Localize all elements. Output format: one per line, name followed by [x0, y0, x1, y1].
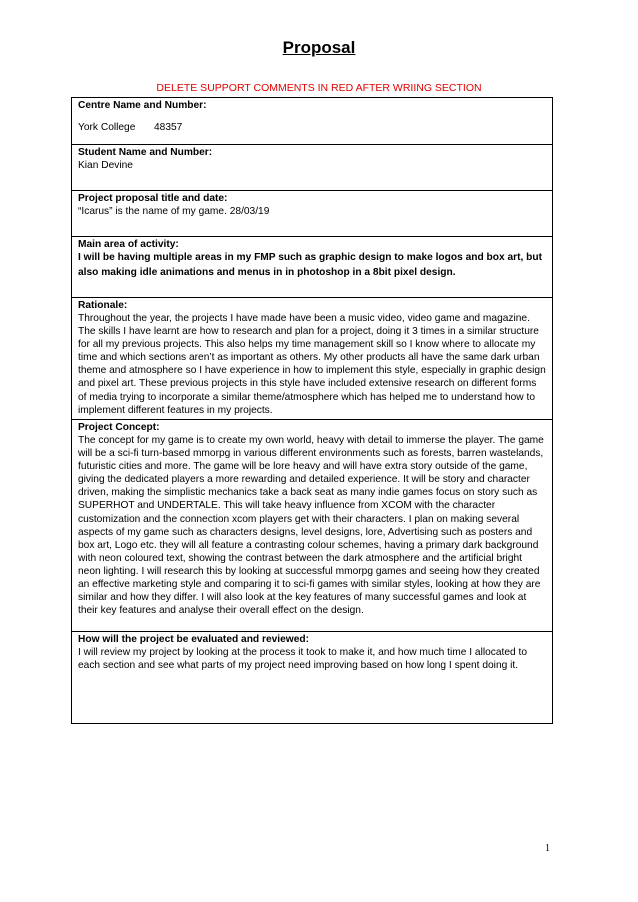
evaluation-text: I will review my project by looking at the process it took to make it, and how much time I allocated to each section and see what parts of my project need improving based on how long I spent doing it.: [78, 647, 528, 672]
centre-heading: Centre Name and Number:: [78, 100, 207, 111]
student-heading: Student Name and Number:: [78, 147, 213, 158]
concept-heading: Project Concept:: [78, 422, 160, 433]
rationale-text: Throughout the year, the projects I have made have been a music video, video game and magazine. The skills I have learnt are how to research and plan for a project, doing it 3 times in a similar structure for all my previous projects. This also helps my time management skill so I know where to allocate my time and which sections aren’t as important as others. My other products all have the same dark urban theme and atmosphere so I have experience in how to implement this style, especially in graphic design and pixel art. These previous projects in this style have included extensive research on different forms of media trying to incorporate a similar theme/atmosphere which has helped me to understand how to implement different features in my projects.: [78, 313, 546, 416]
evaluation-section: [72, 632, 552, 724]
student-name: Kian Devine: [78, 160, 133, 171]
student-section: [72, 145, 552, 191]
centre-number: 48357: [154, 122, 183, 133]
concept-section: [72, 420, 552, 632]
project-title-heading: Project proposal title and date:: [78, 193, 228, 204]
concept-text: The concept for my game is to create my own world, heavy with detail to immerse the player. The game will be a sci-fi turn-based mmorpg in various different environments such as forests, barren wastelands, futuristic cities and more. The game will be lore heavy and will have extra story outside of the game, giving the dedicated players a more rewarding and detailed experience. It will be story and character driven, making the simplistic mechanics take a back seat as many indie games focus on story such as SUPERHOT and UNDERTALE. This will take heavy influence from XCOM with the character customization and the connection xcom players get with their characters. I plan on making several aspects of my game such as characters designs, level designs, lore, Advertising such as posters and box art, Logo etc. they will all feature a contrasting colour schemes, having a primary dark background with neon coloured text, showing the contrast between the dark atmosphere and the artificial bright neon lighting. I will research this by looking at successful mmorpg games and seeing how they created an effective marketing style and comparing it to sci-fi games with similar styles, looking at how they are similar and how they differ. I will also look at the key features of many successful games and look at their key features and analyse their overall effect on the design.: [78, 435, 544, 617]
main-area-text: I will be having multiple areas in my FMP such as graphic design to make logos and box art, but also making idle animations and menus in in photoshop in a 8bit pixel design.: [78, 252, 543, 278]
centre-section: [72, 98, 552, 145]
main-area-heading: Main area of activity:: [78, 239, 179, 250]
rationale-heading: Rationale:: [78, 300, 128, 311]
main-area-section: [72, 237, 552, 298]
rationale-section: [72, 298, 552, 420]
document-title: Proposal: [282, 38, 356, 57]
support-note: DELETE SUPPORT COMMENTS IN RED AFTER WRIING SECTION: [156, 82, 482, 94]
evaluation-heading: How will the project be evaluated and reviewed:: [78, 634, 309, 645]
page-number: 1: [545, 843, 550, 854]
project-title-text: “Icarus” is the name of my game. 28/03/19: [78, 206, 270, 217]
project-title-section: [72, 191, 552, 237]
centre-name: York College: [78, 122, 136, 133]
proposal-form: [71, 97, 553, 724]
